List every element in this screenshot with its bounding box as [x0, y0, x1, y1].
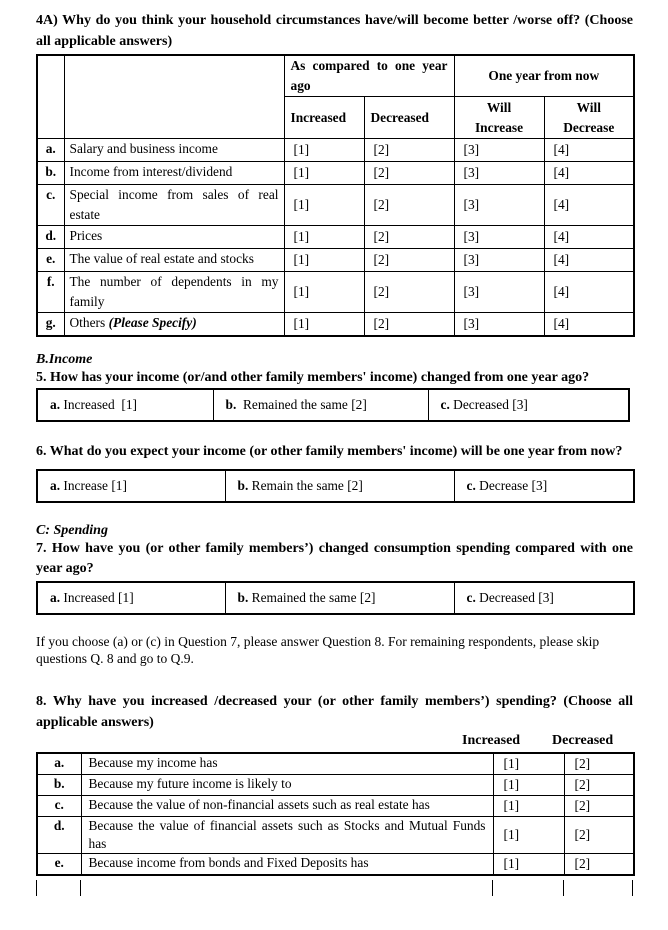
q4a-col-header-will-increase: Will Increase	[454, 97, 544, 139]
q6-option-a	[37, 470, 225, 502]
q5-option-a	[37, 389, 213, 421]
option-letter: a.	[50, 590, 61, 605]
answer-code: [4]	[544, 313, 634, 337]
answer-code: [1]	[493, 796, 564, 817]
section-c-heading: C: Spending	[36, 523, 108, 538]
table-row	[37, 753, 634, 775]
option-letter: c.	[466, 478, 476, 493]
answer-code: [1]	[284, 185, 364, 226]
answer-code: [2]	[564, 817, 634, 854]
answer-code: [2]	[564, 753, 634, 775]
option-letter: a.	[50, 478, 61, 493]
option-letter: c.	[466, 590, 476, 605]
stub-cell	[563, 880, 633, 896]
option-text: Remained the same [2]	[251, 590, 376, 605]
answer-code: [1]	[284, 313, 364, 337]
q6-option-c	[454, 470, 634, 502]
q8-table	[36, 752, 635, 876]
answer-code: [2]	[564, 854, 634, 876]
q5-option-c	[428, 389, 629, 421]
answer-code: [3]	[454, 226, 544, 249]
q7-option-a	[37, 582, 225, 614]
option-text: Remained the same [2]	[239, 397, 367, 412]
stub-cell	[36, 880, 80, 896]
row-label: Because my future income is likely to	[81, 775, 493, 796]
table-row	[37, 470, 634, 502]
stub-cell	[80, 880, 492, 896]
option-letter: a.	[50, 397, 61, 412]
q4a-header-row-groups	[37, 55, 634, 97]
q7-options-table	[36, 581, 635, 615]
q7-option-c	[454, 582, 634, 614]
q4a-empty-corner-cell	[37, 55, 64, 139]
q4a-group-header-year-ago: As compared to one year ago	[284, 55, 454, 97]
row-label-prefix: Others	[69, 315, 109, 330]
row-letter: b.	[37, 775, 81, 796]
row-label-please-specify: (Please Specify)	[108, 315, 197, 330]
row-letter: f.	[37, 272, 64, 313]
table-row	[37, 162, 634, 185]
table-row	[37, 249, 634, 272]
q4a-col-header-will-decrease: Will Decrease	[544, 97, 634, 139]
row-label: Because the value of non-financial assets such as real estate has	[81, 796, 493, 817]
row-label: Income from interest/dividend	[64, 162, 284, 185]
option-letter: b.	[237, 478, 249, 493]
row-label: The number of dependents in my family	[64, 272, 284, 313]
table-row	[37, 389, 629, 421]
answer-code: [2]	[364, 249, 454, 272]
answer-code: [4]	[544, 162, 634, 185]
question-7-title: 7. How have you (or other family members’) changed consumption spending compared with one year ago?	[36, 541, 633, 576]
table-row	[37, 226, 634, 249]
answer-code: [1]	[493, 817, 564, 854]
q5-options-table	[36, 388, 630, 422]
option-letter: b.	[237, 590, 249, 605]
row-label: The value of real estate and stocks	[64, 249, 284, 272]
option-letter: c.	[440, 397, 450, 412]
answer-code: [2]	[364, 162, 454, 185]
q6-option-b	[225, 470, 454, 502]
question-8-title: 8. Why have you increased /decreased your (or other family members’) spending? (Choose all applicable answers)	[36, 694, 633, 730]
table-row	[37, 139, 634, 162]
table-row	[37, 796, 634, 817]
answer-code: [2]	[364, 226, 454, 249]
answer-code: [3]	[454, 249, 544, 272]
answer-code: [2]	[364, 185, 454, 226]
table-row	[37, 775, 634, 796]
row-letter: b.	[37, 162, 64, 185]
q8-label-decreased: Decreased	[552, 733, 614, 748]
section-b-heading: B.Income	[36, 352, 93, 367]
answer-code: [4]	[544, 185, 634, 226]
answer-code: [4]	[544, 226, 634, 249]
answer-code: [1]	[284, 226, 364, 249]
answer-code: [2]	[364, 272, 454, 313]
question-6-title: 6. What do you expect your income (or other family members' income) will be one year from now?	[36, 444, 623, 459]
option-text: Remain the same [2]	[251, 478, 363, 493]
q6-options-table	[36, 469, 635, 503]
answer-code: [1]	[493, 854, 564, 876]
option-text: Increased [1]	[63, 590, 134, 605]
answer-code: [3]	[454, 313, 544, 337]
table-row	[37, 817, 634, 854]
table-row	[37, 313, 634, 337]
answer-code: [2]	[564, 796, 634, 817]
row-label: Because my income has	[81, 753, 493, 775]
option-letter: b.	[225, 397, 237, 412]
answer-code: [1]	[284, 139, 364, 162]
option-text: Increased [1]	[63, 397, 138, 412]
row-label: Special income from sales of real estate	[64, 185, 284, 226]
table-row	[37, 272, 634, 313]
q4a-col-header-increased: Increased	[284, 97, 364, 139]
answer-code: [3]	[454, 139, 544, 162]
row-label: Because income from bonds and Fixed Deposits has	[81, 854, 493, 876]
answer-code: [4]	[544, 139, 634, 162]
row-label: Prices	[64, 226, 284, 249]
row-letter: d.	[37, 226, 64, 249]
q4a-empty-label-cell	[64, 55, 284, 139]
q8-next-row-stub	[36, 880, 633, 896]
answer-code: [2]	[564, 775, 634, 796]
table-row	[37, 185, 634, 226]
answer-code: [2]	[364, 139, 454, 162]
row-letter: c.	[37, 185, 64, 226]
answer-code: [1]	[284, 162, 364, 185]
q7-instruction-note: If you choose (a) or (c) in Question 7, please answer Question 8. For remaining respondents, please skip questions Q. 8 and go to Q.9.	[36, 634, 600, 666]
answer-code: [4]	[544, 249, 634, 272]
answer-code: [1]	[493, 775, 564, 796]
option-text: Increase [1]	[63, 478, 127, 493]
answer-code: [3]	[454, 272, 544, 313]
q7-option-b	[225, 582, 454, 614]
q8-label-increased: Increased	[462, 733, 521, 748]
row-letter: a.	[37, 753, 81, 775]
answer-code: [1]	[284, 272, 364, 313]
row-letter: g.	[37, 313, 64, 337]
table-row	[37, 582, 634, 614]
row-letter: a.	[37, 139, 64, 162]
stub-cell	[492, 880, 563, 896]
row-label	[64, 313, 284, 337]
question-5-title: 5. How has your income (or/and other family members' income) changed from one year ago?	[36, 370, 590, 385]
question-4a-title: 4A) Why do you think your household circumstances have/will become better /worse off? (Choose all applicable answers)	[36, 13, 633, 49]
option-text: Decreased [3]	[479, 590, 554, 605]
answer-code: [4]	[544, 272, 634, 313]
table-row	[37, 854, 634, 876]
q4a-group-header-year-from-now: One year from now	[454, 55, 634, 97]
q4a-table	[36, 54, 635, 337]
row-letter: e.	[37, 854, 81, 876]
row-label: Because the value of financial assets such as Stocks and Mutual Funds has	[81, 817, 493, 854]
option-text: Decrease [3]	[479, 478, 548, 493]
row-letter: e.	[37, 249, 64, 272]
option-text: Decreased [3]	[453, 397, 528, 412]
q4a-col-header-decreased: Decreased	[364, 97, 454, 139]
row-letter: d.	[37, 817, 81, 854]
answer-code: [1]	[284, 249, 364, 272]
q5-option-b	[213, 389, 428, 421]
row-label: Salary and business income	[64, 139, 284, 162]
answer-code: [3]	[454, 185, 544, 226]
answer-code: [1]	[493, 753, 564, 775]
q8-column-labels	[36, 733, 633, 752]
row-letter: c.	[37, 796, 81, 817]
answer-code: [3]	[454, 162, 544, 185]
answer-code: [2]	[364, 313, 454, 337]
